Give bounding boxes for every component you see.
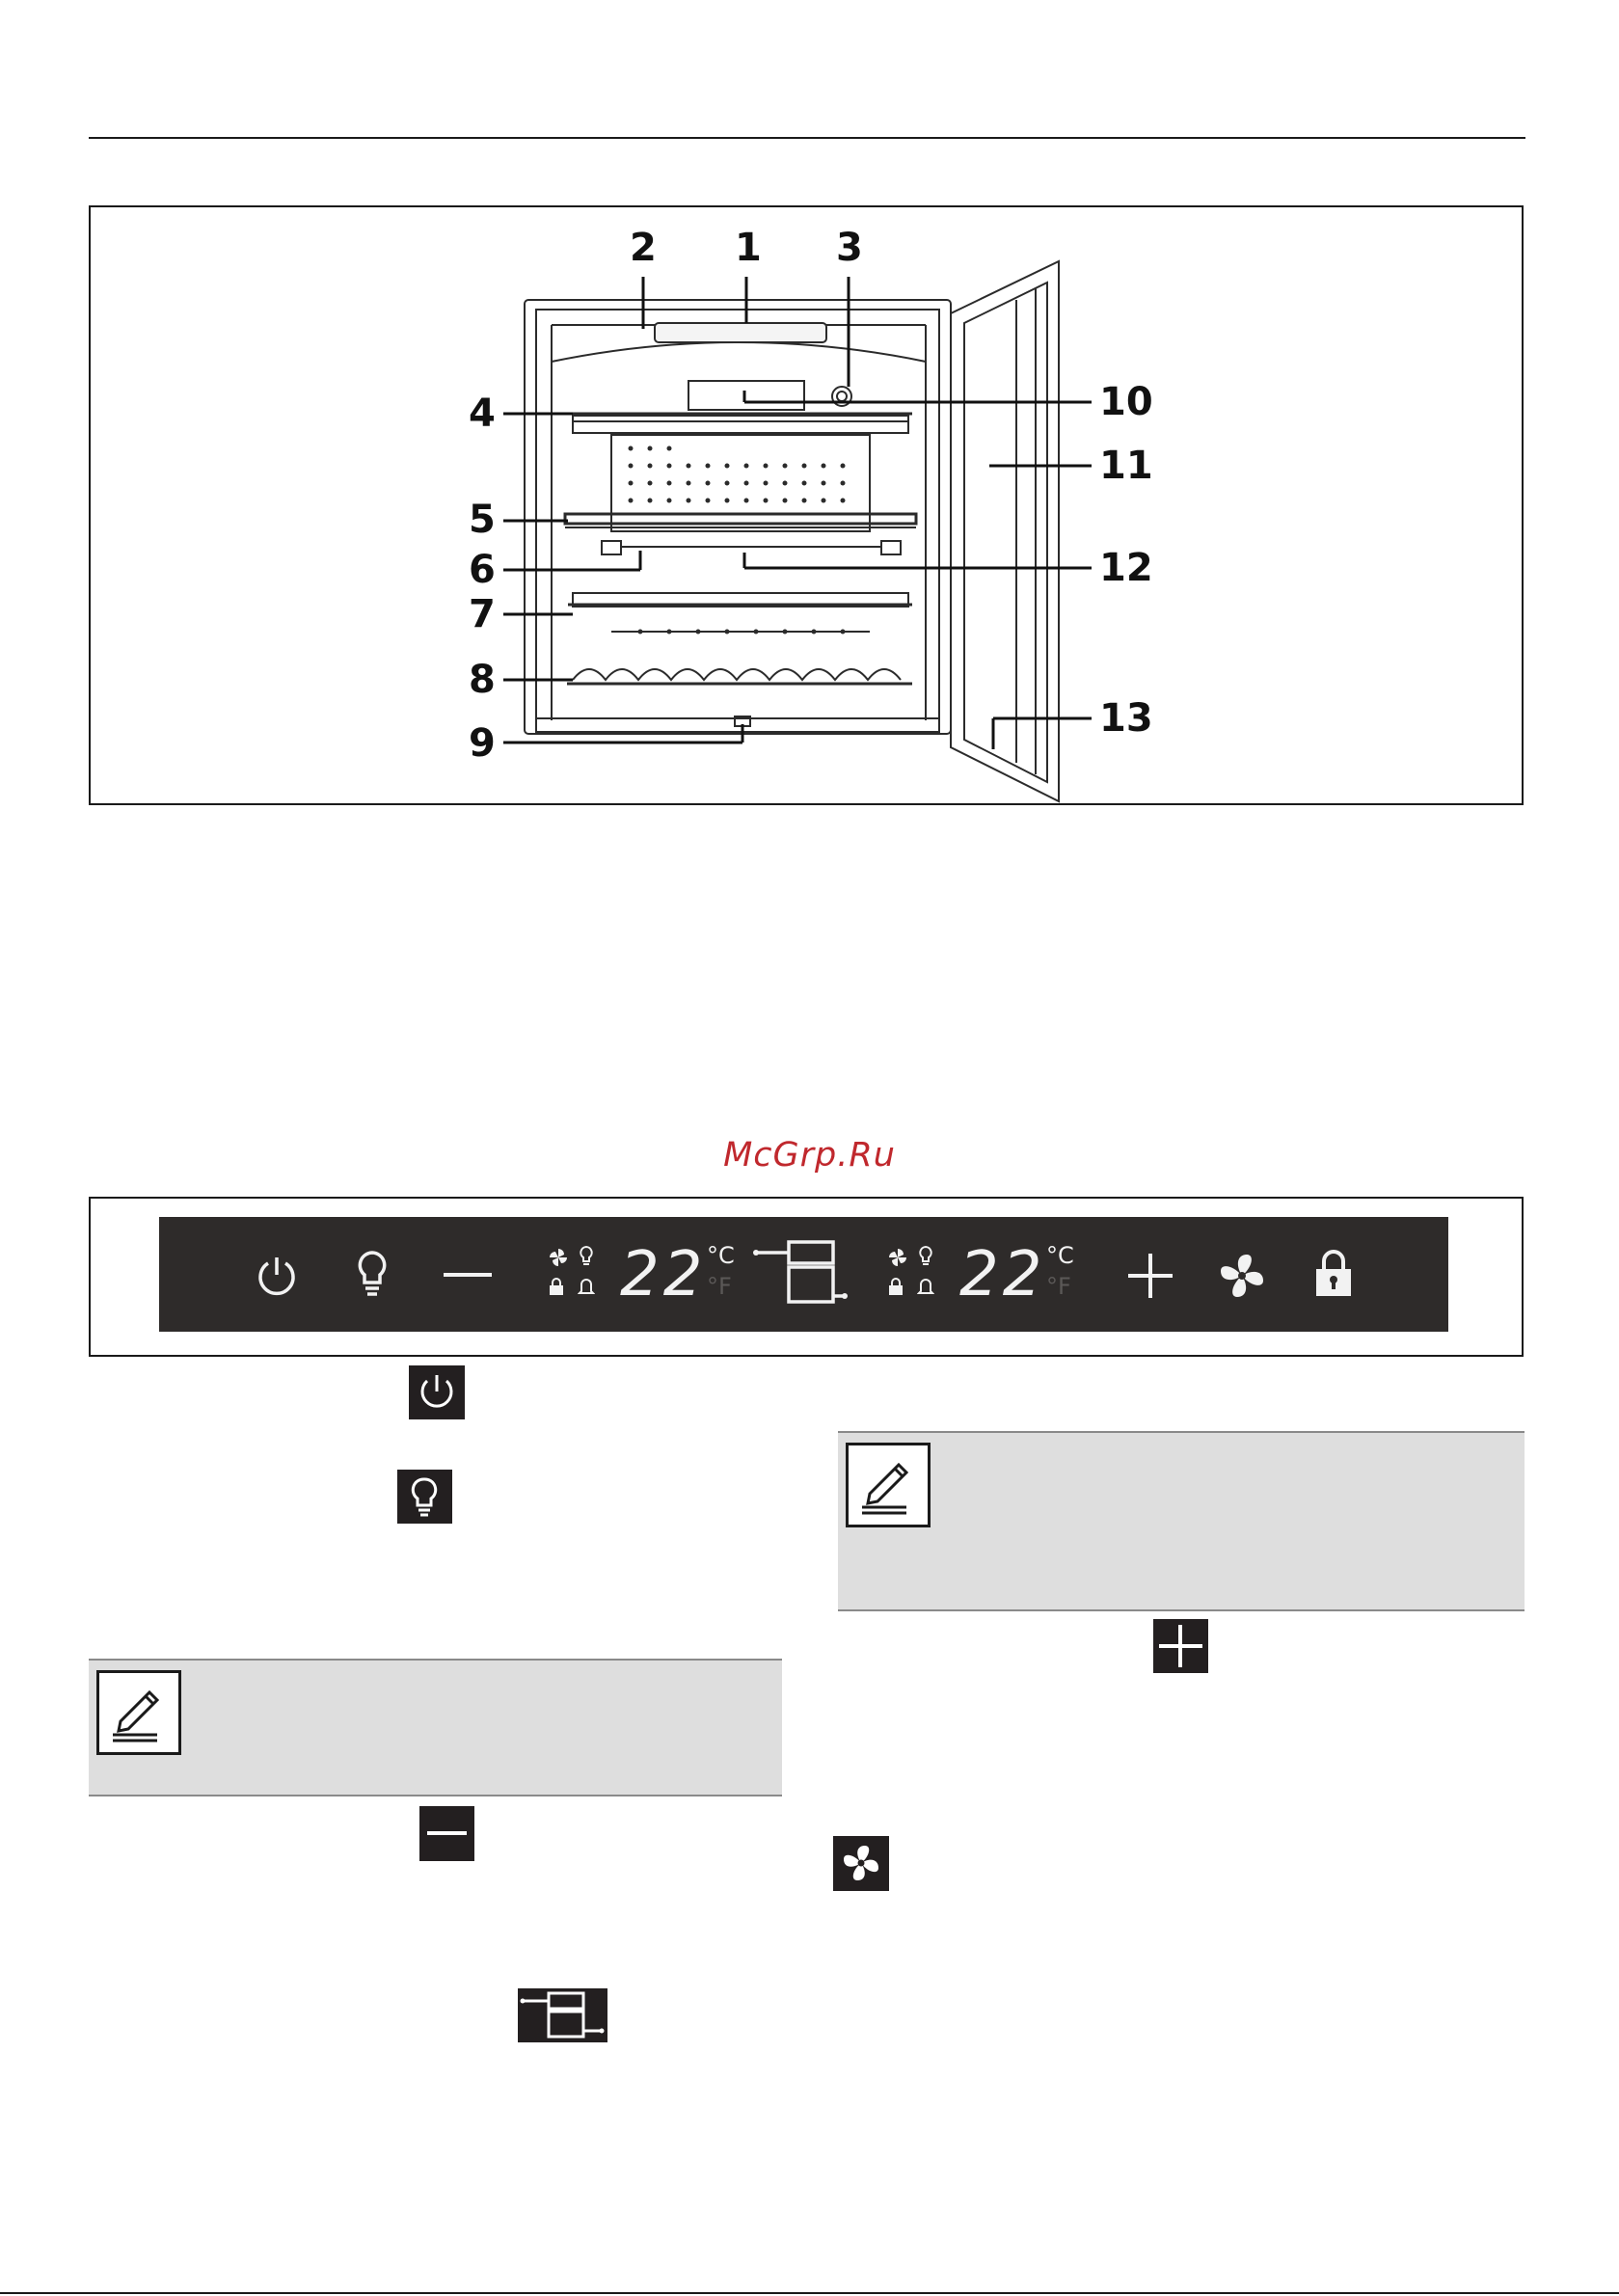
appliance-figure — [89, 205, 1524, 805]
fan-icon — [833, 1836, 889, 1891]
watermark: McGrp.Ru — [723, 1136, 896, 1175]
header-rule — [89, 137, 1525, 139]
zone-switch-icon — [518, 1988, 607, 2042]
callout-13: 13 — [1099, 696, 1153, 741]
note-pencil-icon — [846, 1443, 931, 1527]
right-zone-unit-celsius: °C — [1046, 1242, 1074, 1269]
plus-icon[interactable] — [1126, 1252, 1174, 1300]
power-icon[interactable] — [256, 1252, 298, 1298]
right-zone-temperature: 22 — [959, 1239, 1046, 1310]
note-pencil-icon — [96, 1670, 181, 1755]
left-zone-unit-celsius: °C — [707, 1242, 735, 1269]
light-bulb-icon — [397, 1470, 452, 1524]
power-icon — [409, 1365, 465, 1419]
callout-8: 8 — [469, 658, 496, 702]
bell-icon — [578, 1277, 595, 1296]
callout-10: 10 — [1099, 380, 1153, 424]
minus-icon[interactable] — [444, 1273, 492, 1277]
left-zone-temperature: 22 — [620, 1239, 707, 1310]
right-zone-unit-fahrenheit: °F — [1046, 1273, 1071, 1300]
light-status-icon — [919, 1246, 932, 1267]
callout-5: 5 — [469, 498, 496, 542]
fan-icon[interactable] — [1218, 1252, 1266, 1300]
fan-status-icon — [549, 1248, 568, 1267]
callout-1: 1 — [735, 226, 762, 270]
note-box — [89, 1659, 782, 1796]
light-bulb-icon[interactable] — [356, 1250, 389, 1300]
bell-icon — [917, 1277, 934, 1296]
note-box — [838, 1431, 1525, 1611]
control-panel — [159, 1217, 1448, 1332]
callout-11: 11 — [1099, 444, 1153, 488]
lock-status-icon — [888, 1277, 904, 1296]
lock-status-icon — [549, 1277, 564, 1296]
callout-6: 6 — [469, 548, 496, 592]
callout-4: 4 — [469, 392, 496, 436]
callout-2: 2 — [630, 226, 657, 270]
appliance-drawing — [91, 207, 1525, 807]
light-status-icon — [580, 1246, 593, 1267]
left-zone-unit-fahrenheit: °F — [707, 1273, 732, 1300]
footer-rule — [0, 2292, 1619, 2294]
zone-switch-icon[interactable] — [752, 1238, 849, 1308]
lock-icon[interactable] — [1314, 1248, 1353, 1298]
plus-icon — [1153, 1619, 1208, 1673]
minus-icon — [419, 1806, 474, 1861]
callout-12: 12 — [1099, 546, 1153, 590]
fan-status-icon — [888, 1248, 907, 1267]
callout-3: 3 — [836, 226, 863, 270]
callout-9: 9 — [469, 721, 496, 766]
callout-7: 7 — [469, 592, 496, 636]
